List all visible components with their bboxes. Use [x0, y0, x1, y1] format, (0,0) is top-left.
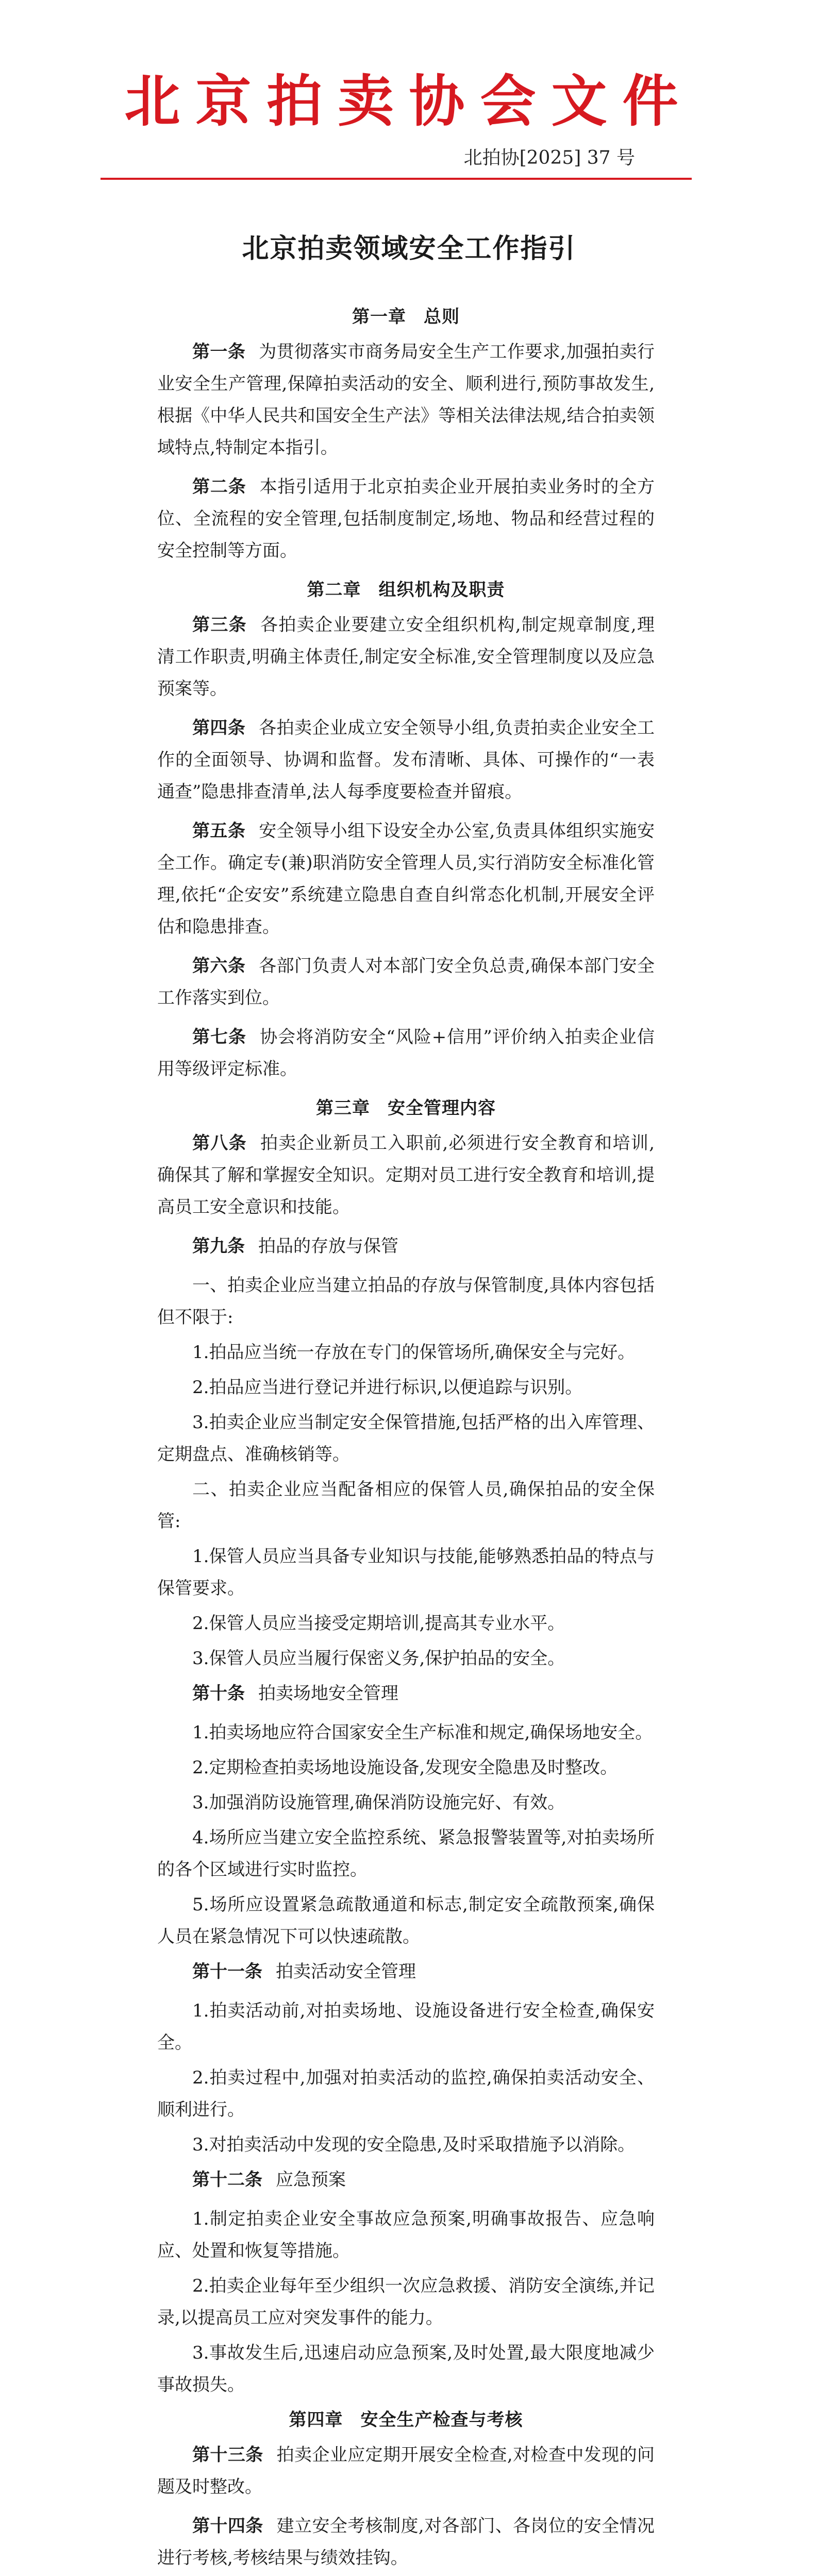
- article-number: 第一条: [192, 342, 246, 362]
- article-number: 第八条: [192, 1133, 247, 1154]
- clause-paragraph: [157, 1607, 655, 1639]
- clause-paragraph: [157, 1269, 655, 1333]
- chapter-heading: [157, 574, 655, 606]
- paragraph-text: 拍卖活动安全管理: [276, 1961, 416, 1982]
- clause-paragraph: [157, 1406, 655, 1470]
- paragraph-text: 建立安全考核制度,对各部门、各岗位的安全情况进行考核,考核结果与绩效挂钩。: [157, 2516, 655, 2568]
- article-paragraph: [157, 471, 655, 567]
- paragraph-text: 安全领导小组下设安全办公室,负责具体组织实施安全工作。确定专(兼)职消防安全管理人员,实行消防安全标准化管理,依托“企安安”系统建立隐患自查自纠常态化机制,开展安全评估和隐患排查。: [157, 821, 655, 937]
- article-paragraph: [157, 2510, 655, 2574]
- chapter-number: 第二章: [307, 580, 361, 600]
- paragraph-text: 一、拍卖企业应当建立拍品的存放与保管制度,具体内容包括但不限于:: [157, 1275, 655, 1328]
- article-paragraph: [157, 815, 655, 943]
- chapter-heading: [157, 2404, 655, 2436]
- paragraph-text: 1.保管人员应当具备专业知识与技能,能够熟悉拍品的特点与保管要求。: [157, 1546, 655, 1599]
- clause-paragraph: [157, 1787, 655, 1819]
- clause-paragraph: [157, 1371, 655, 1403]
- paragraph-text: 3.拍卖企业应当制定安全保管措施,包括严格的出入库管理、定期盘点、准确核销等。: [157, 1412, 655, 1465]
- article-paragraph: [157, 1127, 655, 1223]
- paragraph-text: 二、拍卖企业应当配备相应的保管人员,确保拍品的安全保管:: [157, 1479, 655, 1532]
- article-number: 第十四条: [192, 2516, 263, 2536]
- article-number: 第四条: [192, 718, 246, 738]
- document-number: 北拍协[2025] 37 号: [463, 147, 635, 168]
- article-number: 第七条: [192, 1027, 247, 1047]
- paragraph-text: 各部门负责人对本部门安全负总责,确保本部门安全工作落实到位。: [157, 956, 655, 1008]
- article-paragraph: [157, 2439, 655, 2503]
- article-paragraph: [157, 950, 655, 1014]
- article-paragraph: [157, 2164, 655, 2196]
- red-header-divider: [101, 178, 692, 180]
- chapter-name: 总则: [424, 307, 460, 327]
- chapter-name: 安全管理内容: [388, 1098, 496, 1118]
- paragraph-text: 各拍卖企业要建立安全组织机构,制定规章制度,理清工作职责,明确主体责任,制定安全标准,安全管理制度以及应急预案等。: [157, 615, 655, 699]
- clause-paragraph: [157, 1540, 655, 1604]
- article-paragraph: [157, 336, 655, 464]
- paragraph-text: 4.场所应当建立安全监控系统、紧急报警装置等,对拍卖场所的各个区域进行实时监控。: [157, 1827, 655, 1880]
- clause-paragraph: [157, 2337, 655, 2401]
- article-number: 第十条: [192, 1683, 245, 1704]
- chapter-name: 安全生产检查与考核: [360, 2410, 523, 2430]
- paragraph-text: 为贯彻落实市商务局安全生产工作要求,加强拍卖行业安全生产管理,保障拍卖活动的安全、顺利进行,预防事故发生,根据《中华人民共和国安全生产法》等相关法律法规,结合拍卖领域特点,特制定本指引。: [157, 342, 655, 458]
- article-number: 第十一条: [192, 1961, 262, 1982]
- article-number: 第五条: [192, 821, 246, 841]
- clause-paragraph: [157, 1473, 655, 1537]
- article-number: 第二条: [192, 477, 246, 497]
- paragraph-text: 3.保管人员应当履行保密义务,保护拍品的安全。: [192, 1648, 565, 1669]
- clause-paragraph: [157, 1717, 655, 1749]
- paragraph-text: 2.拍卖企业每年至少组织一次应急救援、消防安全演练,并记录,以提高员工应对突发事件的能力。: [157, 2276, 655, 2328]
- paragraph-text: 2.定期检查拍卖场地设施设备,发现安全隐患及时整改。: [192, 1757, 618, 1778]
- clause-paragraph: [157, 2270, 655, 2334]
- paragraph-text: 1.制定拍卖企业安全事故应急预案,明确事故报告、应急响应、处置和恢复等措施。: [157, 2209, 655, 2261]
- paragraph-text: 3.对拍卖活动中发现的安全隐患,及时采取措施予以消除。: [192, 2134, 636, 2155]
- paragraph-text: 拍卖企业新员工入职前,必须进行安全教育和培训,确保其了解和掌握安全知识。定期对员工进行安全教育和培训,提高员工安全意识和技能。: [157, 1133, 655, 1217]
- article-number: 第六条: [192, 956, 246, 976]
- paragraph-text: 拍卖企业应定期开展安全检查,对检查中发现的问题及时整改。: [157, 2445, 655, 2497]
- paragraph-text: 1.拍卖活动前,对拍卖场地、设施设备进行安全检查,确保安全。: [157, 2001, 655, 2053]
- clause-paragraph: [157, 1642, 655, 1674]
- article-number: 第十三条: [192, 2445, 263, 2465]
- chapter-name: 组织机构及职责: [378, 580, 505, 600]
- article-number: 第九条: [192, 1236, 245, 1257]
- article-paragraph: [157, 712, 655, 808]
- paragraph-text: 3.加强消防设施管理,确保消防设施完好、有效。: [192, 1792, 565, 1813]
- paragraph-text: 拍卖场地安全管理: [258, 1683, 398, 1704]
- clause-paragraph: [157, 2129, 655, 2161]
- paragraph-text: 3.事故发生后,迅速启动应急预案,及时处置,最大限度地减少事故损失。: [157, 2343, 655, 2395]
- paragraph-text: 2.拍品应当进行登记并进行标识,以便追踪与识别。: [192, 1377, 583, 1398]
- clause-paragraph: [157, 1822, 655, 1886]
- chapter-number: 第三章: [316, 1098, 370, 1118]
- clause-paragraph: [157, 1752, 655, 1784]
- article-paragraph: [157, 1677, 655, 1709]
- article-paragraph: [157, 1021, 655, 1085]
- paragraph-text: 5.场所应设置紧急疏散通道和标志,制定安全疏散预案,确保人员在紧急情况下可以快速疏散。: [157, 1894, 655, 1947]
- paragraph-text: 1.拍卖场地应符合国家安全生产标准和规定,确保场地安全。: [192, 1722, 653, 1743]
- article-number: 第三条: [192, 615, 247, 635]
- article-paragraph: [157, 1956, 655, 1988]
- paragraph-text: 2.拍卖过程中,加强对拍卖活动的监控,确保拍卖活动安全、顺利进行。: [157, 2067, 655, 2120]
- chapter-heading: [157, 301, 655, 333]
- chapter-heading: [157, 1092, 655, 1124]
- clause-paragraph: [157, 1995, 655, 2059]
- clause-paragraph: [157, 1889, 655, 1953]
- article-number: 第十二条: [192, 2170, 262, 2190]
- paragraph-text: 各拍卖企业成立安全领导小组,负责拍卖企业安全工作的全面领导、协调和监督。发布清晰、具体、可操作的“一表通查”隐患排查清单,法人每季度要检查并留痕。: [157, 718, 655, 802]
- paragraph-text: 1.拍品应当统一存放在专门的保管场所,确保安全与完好。: [192, 1342, 636, 1363]
- clause-paragraph: [157, 1336, 655, 1368]
- chapter-number: 第一章: [352, 307, 406, 327]
- clause-paragraph: [157, 2062, 655, 2126]
- article-paragraph: [157, 609, 655, 705]
- paragraph-text: 2.保管人员应当接受定期培训,提高其专业水平。: [192, 1613, 565, 1634]
- paragraph-text: 本指引适用于北京拍卖企业开展拍卖业务时的全方位、全流程的安全管理,包括制度制定,场地、物品和经营过程的安全控制等方面。: [157, 477, 655, 561]
- paragraph-text: 协会将消防安全“风险+信用”评价纳入拍卖企业信用等级评定标准。: [157, 1027, 655, 1079]
- clause-paragraph: [157, 2203, 655, 2267]
- paragraph-text: 拍品的存放与保管: [258, 1236, 398, 1257]
- paragraph-text: 应急预案: [276, 2170, 346, 2190]
- chapter-number: 第四章: [289, 2410, 343, 2430]
- document-masthead: 北京拍卖协会文件: [124, 70, 694, 134]
- document-body: [157, 299, 655, 2576]
- article-paragraph: [157, 1230, 655, 1262]
- document-title: 北京拍卖领域安全工作指引: [242, 233, 576, 264]
